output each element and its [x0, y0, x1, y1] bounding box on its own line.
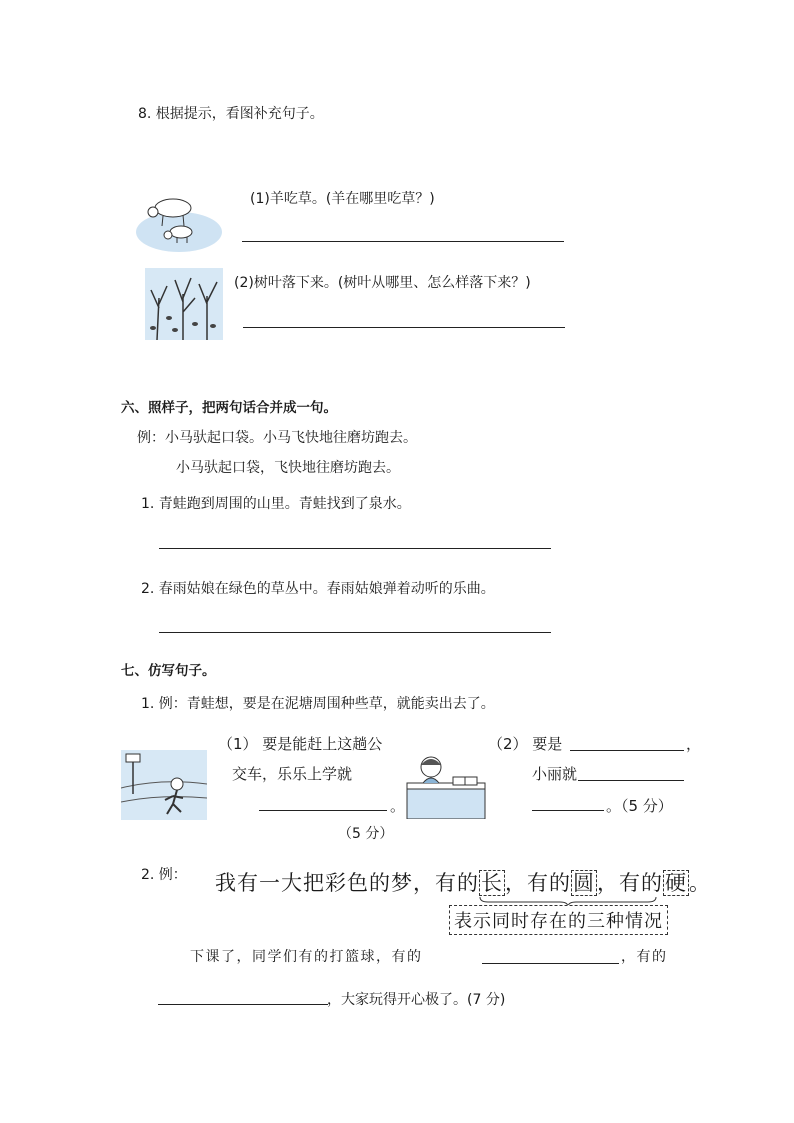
s7-q2-sep2: ，有的 [597, 871, 663, 895]
s7-sub2-end: 。（5 分） [606, 797, 673, 815]
girl-at-desk-picture [405, 753, 487, 819]
s7-q2-task-b: ，有的 [621, 949, 668, 965]
s7-sub1-score: （5 分） [338, 826, 394, 842]
bus-stop-runner-picture [121, 750, 207, 820]
q8-title: 8. 根据提示，看图补充句子。 [138, 106, 324, 122]
s7-sub1-answer-line[interactable] [259, 810, 387, 811]
s7-q2-sep1: ，有的 [505, 871, 571, 895]
s7-sub2-answer-line-1[interactable] [570, 750, 684, 751]
s6-example-line2: 小马驮起口袋，飞快地往磨坊跑去。 [176, 460, 400, 476]
s7-title: 七、仿写句子。 [121, 663, 216, 679]
s7-sub2-answer-line-2[interactable] [578, 780, 684, 781]
s6-example-line1: 例：小马驮起口袋。小马飞快地往磨坊跑去。 [137, 430, 417, 446]
s7-q2-task-a: 下课了，同学们有的打篮球，有的 [190, 949, 423, 965]
s6-title: 六、照样子，把两句话合并成一句。 [121, 400, 337, 416]
q8-answer-line-2[interactable] [243, 327, 565, 328]
s6-answer-line-1[interactable] [159, 548, 551, 549]
q8-item1: (1)羊吃草。(羊在哪里吃草？) [250, 191, 435, 207]
s7-sub1-end: 。 [390, 797, 406, 815]
s7-q2-word-hard: 硬 [665, 871, 687, 895]
s7-q2-sentence-a: 我有一大把彩色的梦，有的 [215, 871, 479, 895]
s7-q2-word-round: 圆 [573, 871, 595, 895]
s7-q2-end: 。 [689, 871, 711, 895]
s7-q2-task-c: ，大家玩得开心极了。(7 分) [327, 992, 506, 1008]
s7-q2-example-sentence [215, 867, 711, 897]
s7-q2-note: 表示同时存在的三种情况 [449, 905, 668, 935]
falling-leaves-picture [145, 268, 223, 340]
sheep-picture [135, 188, 223, 254]
s7-q2-word-long: 长 [481, 871, 503, 895]
s7-sub2-comma: ， [686, 735, 702, 753]
s7-q1-example: 1. 例：青蛙想，要是在泥塘周围种些草，就能卖出去了。 [141, 696, 495, 712]
q8-answer-line-1[interactable] [242, 241, 564, 242]
s7-q2-label: 2. 例： [141, 867, 187, 883]
q8-item2: (2)树叶落下来。(树叶从哪里、怎么样落下来？) [234, 275, 531, 291]
s7-sub2-answer-line-3[interactable] [532, 810, 604, 811]
s7-sub1-line2: 交车，乐乐上学就 [232, 765, 353, 783]
s7-sub1-line1: （1） 要是能赶上这趟公 [218, 735, 383, 753]
s6-answer-line-2[interactable] [159, 632, 551, 633]
s7-q2-answer-line-1[interactable] [482, 963, 619, 964]
s7-q2-answer-line-2[interactable] [158, 1004, 328, 1005]
s6-q1: 1. 青蛙跑到周围的山里。青蛙找到了泉水。 [141, 496, 411, 512]
s7-sub2-line1: （2） 要是 [488, 735, 563, 753]
s7-sub2-line2: 小丽就 [532, 765, 578, 783]
s6-q2: 2. 春雨姑娘在绿色的草丛中。春雨姑娘弹着动听的乐曲。 [141, 581, 495, 597]
